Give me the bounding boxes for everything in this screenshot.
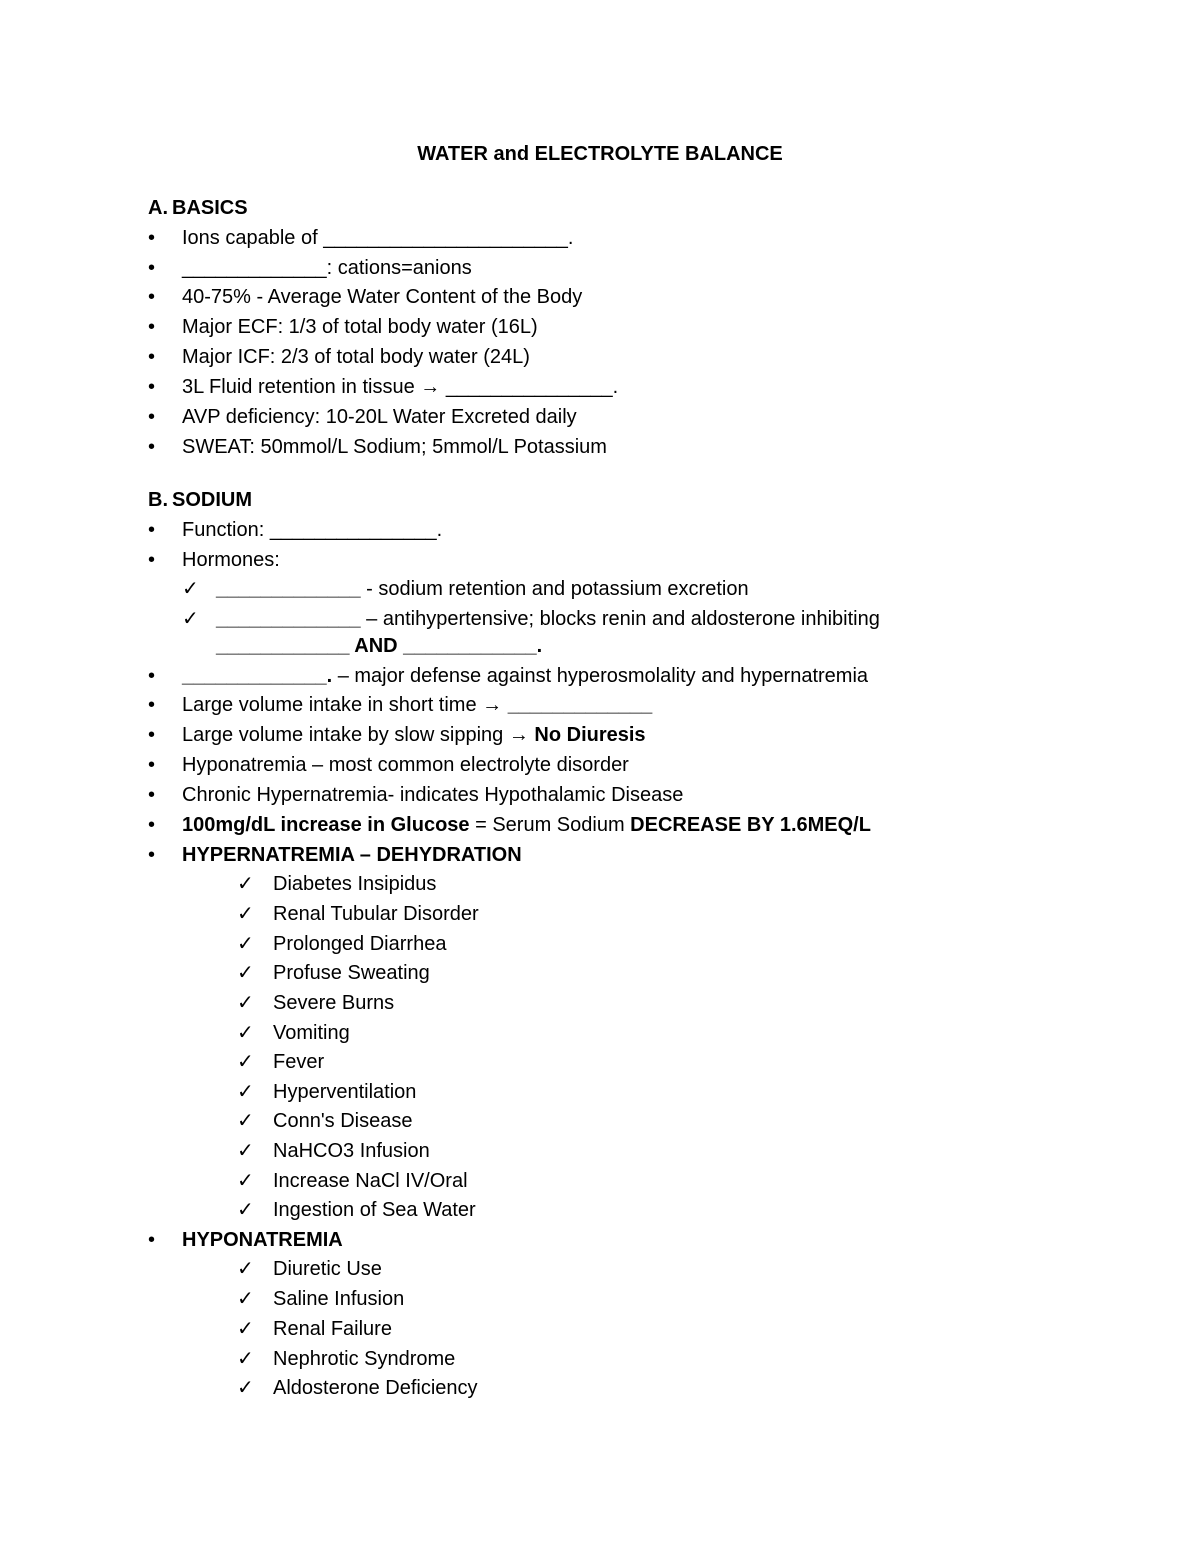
bullet-icon: • bbox=[148, 814, 156, 836]
hyponatremia-heading: HYPONATREMIA bbox=[182, 1229, 343, 1251]
bullet-icon: • bbox=[148, 784, 156, 806]
check-icon: ✓ bbox=[237, 1318, 254, 1340]
document-title: WATER and ELECTROLYTE BALANCE bbox=[417, 143, 783, 165]
check-icon: ✓ bbox=[237, 962, 254, 984]
document-page: WATER and ELECTROLYTE BALANCE A. BASICS • Ions capable of ______________________. • _____________: cations=anions • 40-75% - Average Water Content of the Body • Major ECF: 1/3 of total body water (16L) • Major ICF: 2/3 of total body water (24L) • 3L Fluid retention in tissue → _______________. • AVP deficiency: 10-20L Water Excreted daily • SWEAT: 50mmol/L Sodium; 5mmol/L Potassium B. SODIUM • Function: _______________. • Hormones: ✓ _____________ - sodium retention and potassium excretion ✓ _____________ – antihypertensive; blocks renin and aldosterone inhibiting ____________ AND ____________. • _____________. – major defense against hyperosmolality and hypernatremia • Large volume intake in short time → _____________ • Large volume intake by slow sipping → No Diuresis • Hyponatremia – most common electrolyte disorder • Chronic Hypernatremia- indicates Hypothalamic Disease • 100mg/dL increase in Glucose = Serum Sodium DECREASE BY 1.6MEQ/L • HYPERNATREMIA – DEHYDRATION ✓ Diabetes Insipidus ✓ Renal Tubular Disorder ✓ Prolonged Diarrhea ✓ Profuse Sweating ✓ Severe Burns ✓ Vomiting ✓ Fever ✓ Hyperventilation ✓ Conn's Disease ✓ NaHCO3 Infusion ✓ Increase NaCl IV/Oral ✓ Ingestion of Sea Water • HYPONATREMIA ✓ Diuretic Use ✓ Saline Infusion ✓ Renal Failure ✓ Nephrotic Syndrome ✓ Aldosterone Deficiency bbox=[0, 0, 1200, 1553]
bullet-icon: • bbox=[148, 286, 156, 308]
section-a-heading bbox=[148, 196, 248, 220]
check-icon: ✓ bbox=[237, 1022, 254, 1044]
bullet-icon: • bbox=[148, 436, 156, 458]
bullet-icon: • bbox=[148, 694, 156, 716]
bullet-icon: • bbox=[148, 1229, 156, 1251]
bullet-icon: • bbox=[148, 724, 156, 746]
check-icon: ✓ bbox=[237, 992, 254, 1014]
check-icon: ✓ bbox=[237, 903, 254, 925]
hypernatremia-heading: HYPERNATREMIA – DEHYDRATION bbox=[182, 844, 522, 866]
section-a-letter: A. bbox=[148, 197, 168, 219]
bullet-icon: • bbox=[148, 665, 156, 687]
section-b-title: SODIUM bbox=[172, 489, 252, 511]
bullet-icon: • bbox=[148, 257, 156, 279]
check-icon: ✓ bbox=[237, 1051, 254, 1073]
bullet-icon: • bbox=[148, 549, 156, 571]
check-icon: ✓ bbox=[237, 1170, 254, 1192]
bullet-icon: • bbox=[148, 519, 156, 541]
check-icon: ✓ bbox=[237, 933, 254, 955]
check-icon: ✓ bbox=[237, 1258, 254, 1280]
check-icon: ✓ bbox=[182, 608, 199, 630]
bullet-icon: • bbox=[148, 754, 156, 776]
check-icon: ✓ bbox=[237, 873, 254, 895]
check-icon: ✓ bbox=[237, 1348, 254, 1370]
section-b-letter: B. bbox=[148, 489, 168, 511]
bullet-icon: • bbox=[148, 227, 156, 249]
check-icon: ✓ bbox=[182, 578, 199, 600]
section-b-heading bbox=[148, 488, 252, 512]
check-icon: ✓ bbox=[237, 1377, 254, 1399]
bullet-icon: • bbox=[148, 844, 156, 866]
check-icon: ✓ bbox=[237, 1140, 254, 1162]
list-item-continuation: ____________ AND ____________. bbox=[216, 635, 543, 657]
section-a-title: BASICS bbox=[172, 197, 248, 219]
bullet-icon: • bbox=[148, 346, 156, 368]
check-icon: ✓ bbox=[237, 1110, 254, 1132]
check-icon: ✓ bbox=[237, 1199, 254, 1221]
bullet-icon: • bbox=[148, 376, 156, 398]
check-icon: ✓ bbox=[237, 1081, 254, 1103]
bullet-icon: • bbox=[148, 406, 156, 428]
check-icon: ✓ bbox=[237, 1288, 254, 1310]
bullet-icon: • bbox=[148, 316, 156, 338]
